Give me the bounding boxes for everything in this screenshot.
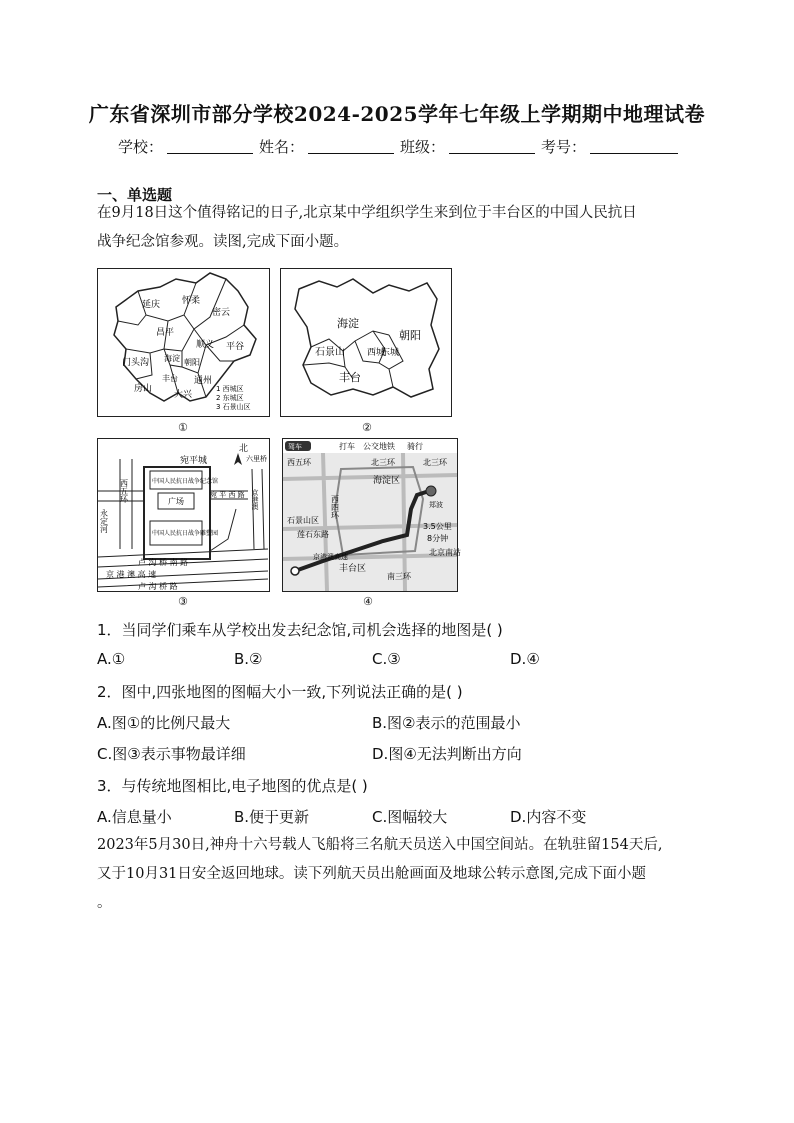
map1-label-shunyi: 顺义 (196, 340, 215, 350)
map4-label-duration: 8分钟 (427, 534, 449, 543)
map1-label-changping: 昌平 (156, 328, 175, 338)
q1-option-b[interactable]: B.② (234, 650, 263, 668)
map-1-caption: ① (178, 421, 188, 434)
map3-label-wanpingcheng: 宛平城 (180, 456, 208, 466)
school-label: 学校： (118, 138, 164, 156)
map4-label-lianshi: 莲石东路 (297, 530, 329, 539)
name-blank[interactable] (308, 136, 394, 154)
map-4-electronic-map (282, 438, 461, 592)
map1-label-chaoyang: 朝阳 (184, 358, 200, 367)
map-1-beijing-districts (97, 268, 270, 417)
map4-tab-transit[interactable]: 公交地铁 (363, 442, 395, 451)
question-2-stem: 2．图中,四张地图的图幅大小一致,下列说法正确的是( ) (97, 683, 463, 701)
q1-option-d[interactable]: D.④ (510, 650, 540, 668)
map1-label-huairou: 怀柔 (182, 296, 201, 306)
map3-label-memorial: 中国人民抗日战争纪念馆 (152, 478, 219, 485)
passage-2-line-2: 又于10月31日安全返回地球。读下列航天员出舱画面及地球公转示意图,完成下面小题 (97, 866, 647, 882)
student-info-row (118, 136, 684, 157)
q2-option-a[interactable]: A.图①的比例尺最大 (97, 714, 231, 732)
map3-label-sculpture-park: 中国人民抗日战争雕塑园 (152, 530, 219, 537)
map-1-drawing (98, 269, 269, 416)
map-2-urban-districts (280, 268, 452, 417)
passage-1 (97, 199, 700, 257)
map1-label-fengtai: 丰台 (162, 374, 178, 383)
q3-option-d[interactable]: D.内容不变 (510, 808, 587, 826)
map-3-caption: ③ (178, 595, 188, 608)
name-label: 姓名： (259, 138, 305, 156)
map-4-drawing (283, 439, 461, 591)
map2-label-fengtai: 丰台 (339, 371, 361, 384)
school-blank[interactable] (167, 136, 253, 154)
map3-label-wanping-west: 宛 平 西 路 (210, 491, 245, 499)
map2-label-dongcheng: 东城 (381, 348, 400, 358)
map3-label-lugouqiao-road: 卢 沟 桥 路 (138, 582, 178, 591)
map3-label-plaza: 广场 (168, 497, 184, 506)
q2-option-b[interactable]: B.图②表示的范围最小 (372, 714, 521, 732)
map4-label-west5ring: 西五环 (287, 458, 311, 467)
map1-legend-2: 2 东城区 (216, 394, 244, 402)
passage-2 (97, 831, 700, 918)
map-2-drawing (281, 269, 451, 416)
q2-option-c[interactable]: C.图③表示事物最详细 (97, 745, 246, 763)
map-3-memorial-area (97, 438, 270, 592)
map-2-caption: ② (362, 421, 372, 434)
map4-label-north3ring-a: 北三环 (371, 458, 395, 467)
q3-option-c[interactable]: C.图幅较大 (372, 808, 448, 826)
map3-label-jinggangao-v: 京港澳 (251, 489, 259, 510)
q3-option-b[interactable]: B.便于更新 (234, 808, 310, 826)
map-4-caption: ④ (363, 595, 373, 608)
map3-label-west5ring: 西五环 (119, 479, 129, 503)
map3-north: 北 (239, 444, 249, 454)
map3-label-lugouqiao-south: 卢 沟 桥 南 路 (138, 558, 189, 567)
page-title: 广东省深圳市部分学校2024-2025学年七年级上学期期中地理试卷 (88, 102, 706, 126)
passage-2-line-3: 。 (97, 895, 112, 911)
map4-tab-drive[interactable]: 驾车 (288, 443, 302, 451)
q1-option-c[interactable]: C.③ (372, 650, 401, 668)
map4-label-dest: 郑波 (429, 501, 443, 509)
map1-label-tongzhou: 通州 (194, 376, 213, 386)
class-blank[interactable] (449, 136, 535, 154)
passage-2-line-1: 2023年5月30日,神舟十六号载人飞船将三名航天员送入中国空间站。在轨驻留154天后, (97, 837, 663, 853)
q3-option-a[interactable]: A.信息量小 (97, 808, 172, 826)
map1-legend-3: 3 石景山区 (216, 403, 251, 411)
map3-label-liuliqiao: 六里桥 (246, 455, 267, 463)
map2-label-chaoyang: 朝阳 (399, 329, 421, 342)
map1-label-miyun: 密云 (212, 308, 231, 318)
map-3-drawing (98, 439, 269, 591)
map3-label-jinggangao: 京 港 澳 高 速 (106, 570, 157, 579)
map4-label-west4ring: 西四环 (330, 495, 340, 519)
map4-tab-bike[interactable]: 骑行 (407, 442, 423, 451)
map1-label-haidian: 海淀 (164, 354, 180, 363)
map1-label-fangshan: 房山 (134, 384, 153, 394)
map4-label-fengtai: 丰台区 (339, 564, 367, 574)
class-label: 班级： (400, 138, 446, 156)
q1-option-a[interactable]: A.① (97, 650, 126, 668)
q2-option-d[interactable]: D.图④无法判断出方向 (372, 745, 522, 763)
number-blank[interactable] (590, 136, 678, 154)
map4-label-shijingshan: 石景山区 (287, 516, 319, 525)
section-heading: 一、单选题 (97, 186, 173, 204)
map1-label-daxing: 大兴 (174, 390, 193, 400)
question-1-stem: 1．当同学们乘车从学校出发去纪念馆,司机会选择的地图是( ) (97, 621, 503, 639)
map4-tab-taxi[interactable]: 打车 (339, 442, 355, 451)
map1-label-yanqing: 延庆 (142, 300, 161, 310)
question-3-stem: 3．与传统地图相比,电子地图的优点是( ) (97, 777, 368, 795)
map2-label-haidian: 海淀 (337, 317, 359, 330)
map1-label-pinggu: 平谷 (226, 342, 245, 352)
map1-label-mentougou: 门头沟 (122, 358, 150, 368)
number-label: 考号： (541, 138, 587, 156)
map4-label-jinggangao: 京港澳高速 (313, 553, 348, 561)
passage-1-line-2: 战争纪念馆参观。读图,完成下面小题。 (97, 234, 349, 250)
map3-label-yongding: 永定河 (99, 509, 109, 533)
map4-label-south3ring: 南三环 (387, 572, 411, 581)
map4-label-beijing-south: 北京南站 (429, 548, 461, 557)
map1-legend-1: 1 西城区 (216, 385, 244, 393)
map4-label-north3ring-b: 北三环 (423, 458, 447, 467)
passage-1-line-1: 在9月18日这个值得铭记的日子,北京某中学组织学生来到位于丰台区的中国人民抗日 (97, 205, 637, 221)
map2-label-shijingshan: 石景山 (315, 347, 345, 358)
map4-label-distance: 3.5公里 (423, 522, 452, 531)
map4-label-haidian: 海淀区 (373, 476, 401, 486)
map2-label-xicheng: 西城 (367, 348, 386, 358)
